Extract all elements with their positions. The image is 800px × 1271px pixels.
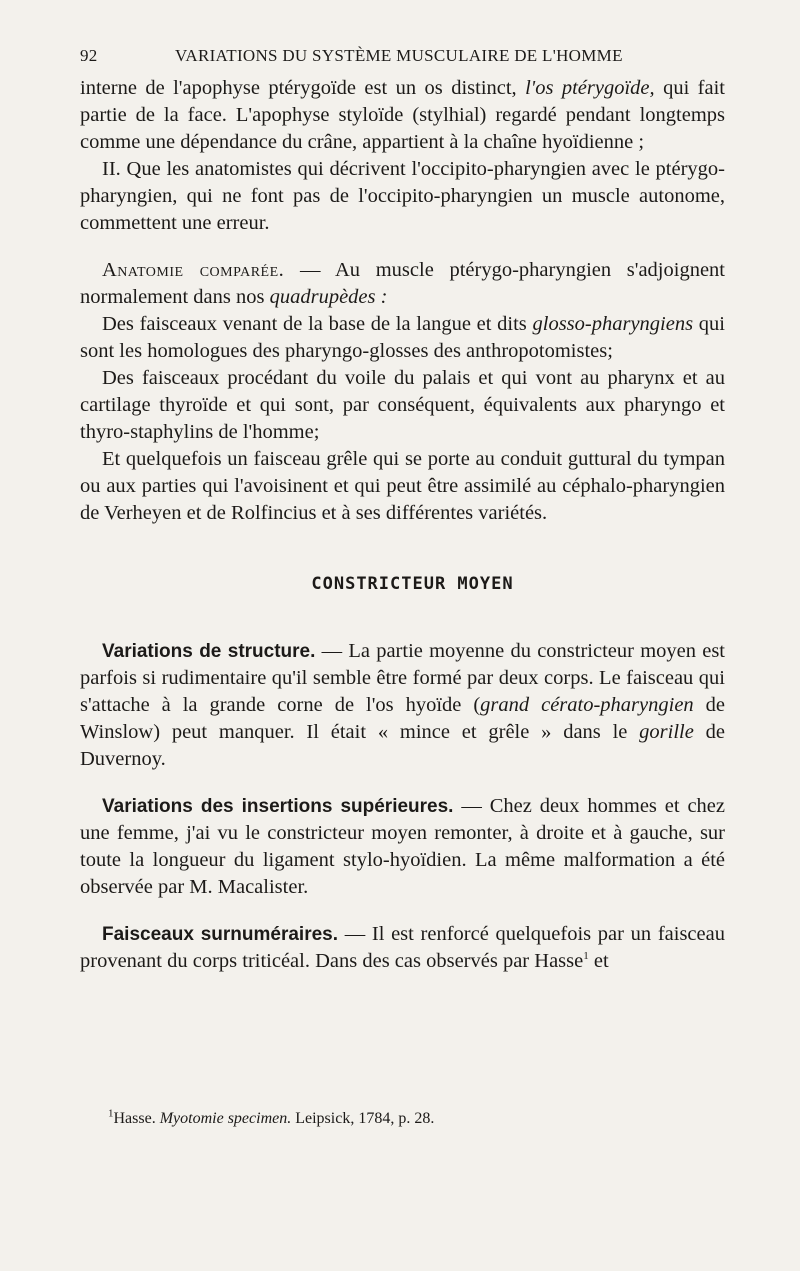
paragraph-comparative-anatomy [80, 257, 725, 311]
page-number: 92 [80, 46, 98, 65]
italic-run: gorille [639, 721, 694, 743]
subheading: Variations de structure. [102, 641, 316, 662]
paragraph-6: Et quelquefois un faisceau grêle qui se porte au conduit guttural du tympan ou aux parties qui l'avoisinent et qui peut être assimilé au céphalo-pharyngien de Verheyen et de Rolfincius et à ses différentes variétés. [80, 448, 725, 524]
text-run: et [588, 950, 609, 972]
italic-run: grand cérato-pharyngien [480, 694, 694, 716]
text-run: qui fait partie de la face. L'apophyse styloïde (stylhial) regardé pendant longtemps comme une dépendance du crâne, appartient à la chaîne hyoïdienne ; [80, 77, 725, 153]
footnote-marker: 1 [583, 950, 589, 963]
italic-run: Myotomie specimen. [159, 1110, 292, 1127]
paragraph-4 [80, 311, 725, 365]
running-title: VARIATIONS DU SYSTÈME MUSCULAIRE DE L'HOMME [175, 46, 623, 65]
section-title: CONSTRICTEUR MOYEN [311, 574, 514, 594]
text-run: — Au muscle ptérygo-pharyngien s'adjoignent normalement dans nos [80, 259, 725, 308]
text-run: Des faisceaux venant de la base de la langue et dits [102, 313, 533, 335]
text-run: de Winslow) peut manquer. Il était « mince et grêle » dans le [80, 694, 725, 743]
text-run: interne de l'apophyse ptérygoïde est un os distinct, [80, 77, 526, 99]
text-run: Hasse. [113, 1110, 160, 1127]
running-header [80, 42, 725, 69]
italic-run: glosso-pharyngiens [532, 313, 694, 335]
text-run: — Il est renforcé quelquefois par un faisceau provenant du corps triticéal. Dans des cas observés par Hasse [80, 923, 725, 972]
text-run: — Chez deux hommes et chez une femme, j'ai vu le constricteur moyen remonter, à droite et à gauche, sur toute la longueur du ligament stylo-hyoïdien. La même malformation a été observée par M. Macalister. [80, 795, 726, 898]
page-body [80, 42, 725, 975]
footnote [108, 1107, 435, 1128]
text-run: Leipsick, 1784, p. 28. [291, 1110, 435, 1127]
text-run: — La partie moyenne du constricteur moyen est parfois si rudimentaire qu'il semble être formé par deux corps. Le faisceau qui s'attache à la grande corne de l'os hyoïde ( [80, 640, 725, 716]
paragraph-supernumerary [80, 921, 725, 975]
footnote-number: 1 [108, 1107, 114, 1120]
subheading: Variations des insertions supérieures. [102, 796, 454, 817]
paragraph-2: II. Que les anatomistes qui décrivent l'occipito-pharyngien avec le ptérygo-pharyngien, qui ne font pas de l'occipito-pharyngien un muscle autonome, commettent une erreur. [80, 158, 725, 234]
paragraph-insertions [80, 793, 725, 901]
subheading: Faisceaux surnuméraires. [102, 924, 339, 945]
italic-run: l'os ptérygoïde, [525, 77, 655, 99]
small-caps-heading: Anatomie comparée. [102, 259, 285, 281]
paragraph-1 [80, 75, 725, 156]
text-run: de Duvernoy. [80, 721, 725, 770]
paragraph-5: Des faisceaux procédant du voile du palais et qui vont au pharynx et au cartilage thyroïde et qui sont, par conséquent, équivalents aux pharyngo et thyro-staphylins de l'homme; [80, 367, 725, 443]
text-run: qui sont les homologues des pharyngo-glosses des anthropotomistes; [80, 313, 725, 362]
italic-run: quadrupèdes : [269, 286, 388, 308]
paragraph-structure [80, 638, 725, 773]
